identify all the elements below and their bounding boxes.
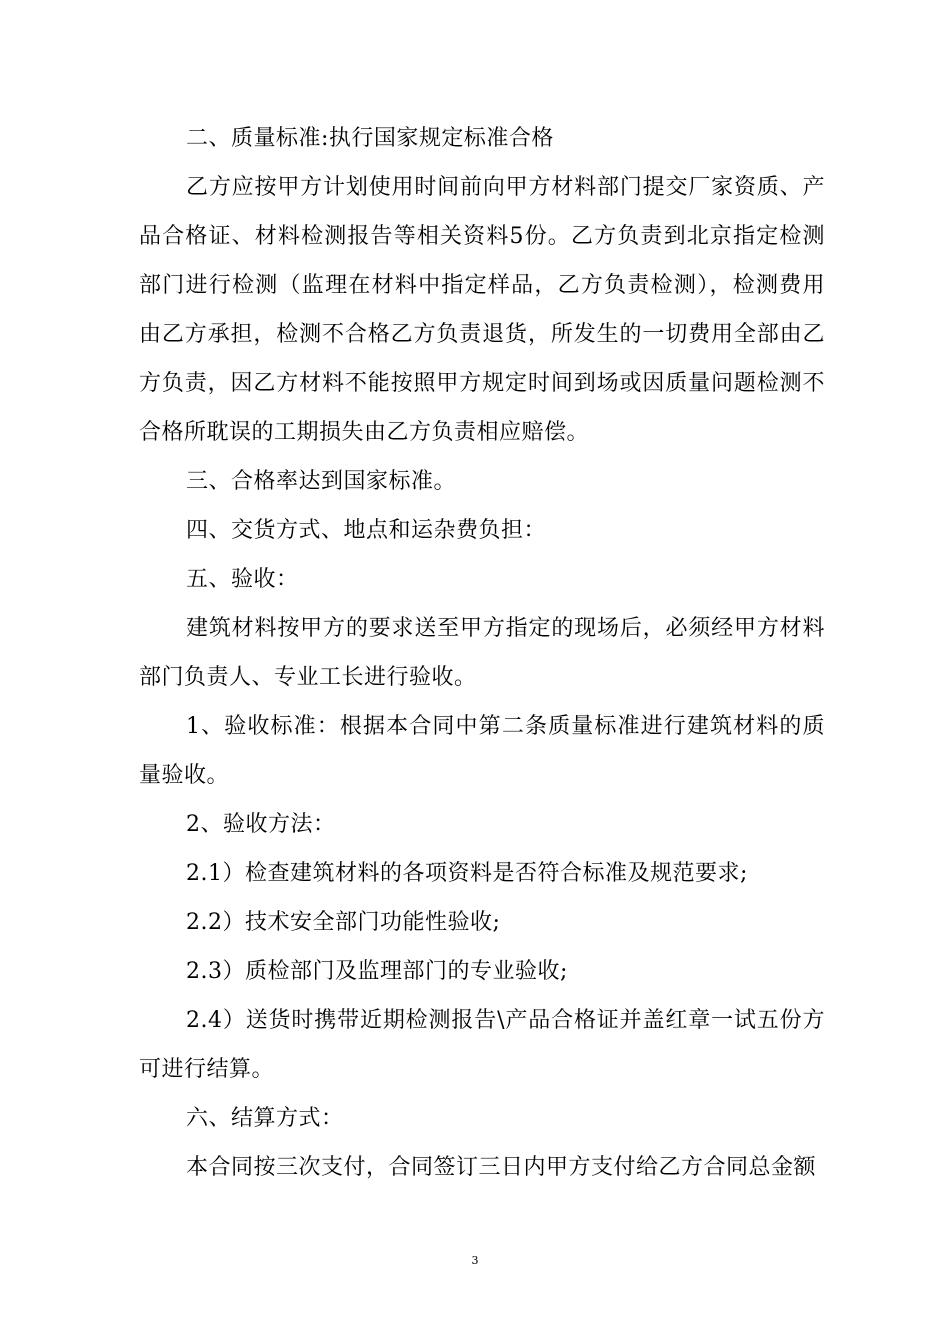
paragraph-submission-requirements: 乙方应按甲方计划使用时间前向甲方材料部门提交厂家资质、产品合格证、材料检测报告等相关资料5份。乙方负责到北京指定检测部门进行检测（监理在材料中指定样品，乙方负责检测），检测费用由乙方承担，检测不合格乙方负责退货，所发生的一切费用全部由乙方负责，因乙方材料不能按照甲方规定时间到场或因质量问题检测不合格所耽误的工期损失由乙方负责相应赔偿。: [139, 175, 825, 445]
paragraph-acceptance-heading: 五、验收：: [186, 567, 299, 592]
paragraph-payment-terms: 本合同按三次支付，合同签订三日内甲方支付给乙方合同总金额: [186, 1155, 817, 1180]
paragraph-acceptance-process: 建筑材料按甲方的要求送至甲方指定的现场后，必须经甲方材料部门负责人、专业工长进行验收。: [139, 616, 825, 690]
paragraph-settlement-heading: 六、结算方式：: [186, 1106, 344, 1131]
paragraph-method-2-2: 2.2）技术安全部门功能性验收;: [186, 910, 501, 935]
paragraph-method-2-3: 2.3）质检部门及监理部门的专业验收;: [186, 959, 568, 984]
paragraph-acceptance-method: 2、验收方法：: [186, 812, 336, 837]
paragraph-acceptance-standard: 1、验收标准：根据本合同中第二条质量标准进行建筑材料的质量验收。: [139, 714, 825, 788]
page-number: 3: [471, 1254, 479, 1267]
document-body: [139, 114, 825, 1192]
paragraph-delivery-terms: 四、交货方式、地点和运杂费负担：: [186, 518, 547, 543]
paragraph-pass-rate: 三、合格率达到国家标准。: [186, 469, 457, 494]
paragraph-method-2-1: 2.1）检查建筑材料的各项资料是否符合标准及规范要求;: [186, 861, 748, 886]
paragraph-quality-standard: 二、质量标准:执行国家规定标准合格: [186, 126, 554, 151]
paragraph-method-2-4: 2.4）送货时携带近期检测报告\产品合格证并盖红章一试五份方可进行结算。: [139, 1008, 825, 1082]
